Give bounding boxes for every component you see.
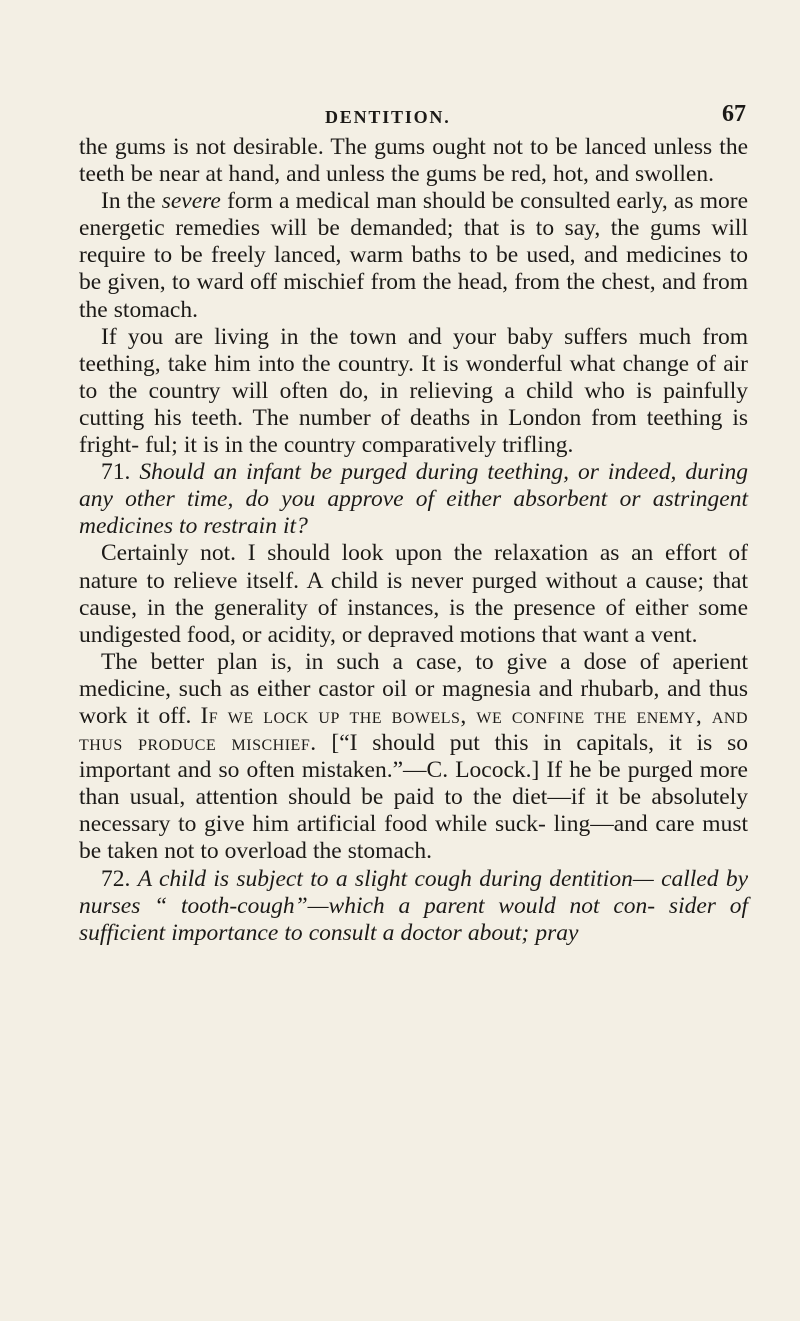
- running-title: DENTITION.: [325, 107, 451, 127]
- paragraph-gums: [79, 134, 748, 188]
- page-number: 67: [722, 101, 746, 127]
- paragraph-purged-answer: [79, 540, 748, 648]
- question-71: [79, 459, 748, 540]
- question-71-number: 71.: [101, 459, 131, 486]
- paragraph-gums-text: the gums is not desirable. The gums ought not to be lanced unless the teeth be near at hand, and unless the gums be red, hot, and swollen.: [79, 134, 748, 188]
- question-72-text: A child is subject to a slight cough during dentition— called by nurses “ tooth-cough”—which a parent would not con- sider of sufficient importance to consult a doctor about; pray: [79, 865, 749, 946]
- severe-form-lead: In the: [101, 188, 162, 215]
- paragraph-country: [79, 324, 748, 459]
- paragraph-better-plan: [79, 649, 748, 866]
- small-caps-warning: If we lock up the bowels, we confine the enemy, and thus produce mischief.: [79, 702, 748, 757]
- severe-emphasis: severe: [161, 188, 221, 215]
- body-text: [79, 134, 748, 947]
- paragraph-country-text: If you are living in the town and your baby suffers much from teething, take him into the country. It is wonderful what change of air to the country will often do, in relieving a child who is painfully cutting his teeth. The number of deaths in London from teething is fright- ful; it is in the country comparatively trifling.: [79, 323, 748, 459]
- running-head: [79, 88, 748, 134]
- question-71-text: Should an infant be purged during teething, or indeed, during any other time, do you approve of either absorbent or astringent medicines to restrain it?: [79, 459, 748, 540]
- paragraph-purged-answer-text: Certainly not. I should look upon the relaxation as an effort of nature to relieve itself. A child is never purged without a cause; that cause, in the generality of instances, is the presence of either some undigested food, or acidity, or depraved motions that want a vent.: [79, 540, 748, 648]
- paragraph-severe-form: [79, 188, 748, 323]
- severe-form-rest: form a medical man should be consulted early, as more energetic remedies will be demanded; that is to say, the gums will require to be freely lanced, warm baths to be used, and medicines to be given, to ward off mischief from the head, from the chest, and from the stomach.: [79, 188, 749, 323]
- question-72: [79, 866, 748, 947]
- question-72-number: 72.: [101, 865, 131, 892]
- better-plan-lead: The better plan is, in such a case, to give a dose of aperient medicine, such as either castor oil or magnesia and rhubarb, and thus work it off.: [79, 648, 748, 729]
- better-plan-rest: [“I should put this in capitals, it is so important and so often mistaken.”—C. Locock.] If he be purged more than usual, attention should be paid to the diet—if it be absolutely necessary to give him artificial food while suck- ling—and care must be taken not to overload the stomach.: [79, 730, 748, 865]
